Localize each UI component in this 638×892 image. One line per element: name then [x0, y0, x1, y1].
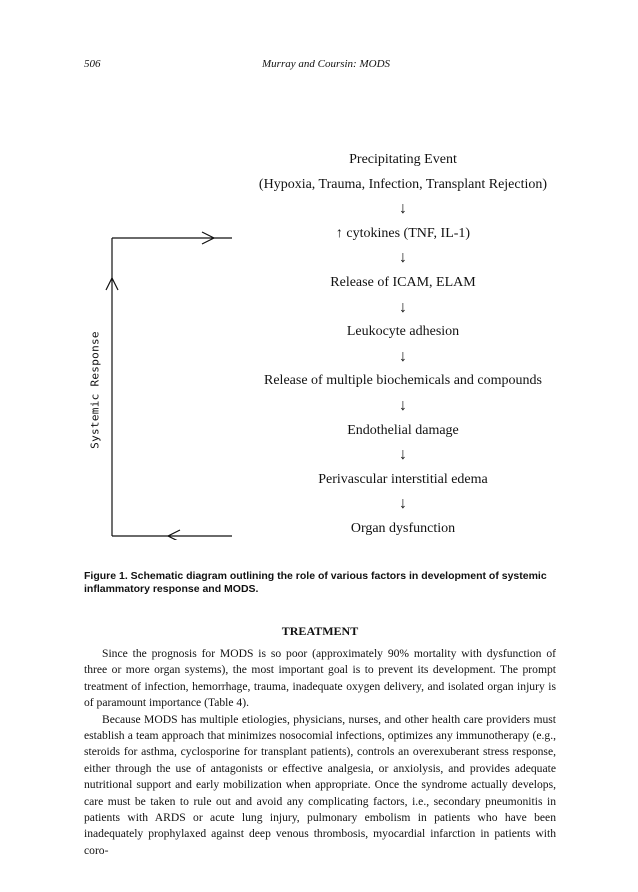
down-arrow-icon: ↓ [399, 347, 407, 365]
running-title: Murray and Coursin: MODS [262, 58, 391, 70]
paragraph: Since the prognosis for MODS is so poor (approximately 90% mortality with dysfunction of three or more organ systems), the most important goal is to prevent its development. The prompt treatment of infection, hemorrhage, trauma, inadequate oxygen delivery, and isolated organ injury is of paramount importance (Table 4). [84, 647, 556, 710]
paragraph: Because MODS has multiple etiologies, physicians, nurses, and other health care providers must establish a team approach that minimizes nosocomial infections, optimizes any immunotherapy (e.g., steroids for asthma, cyclosporine for transplant patients), controls an overexuberant stress response, either through the use of antagonists or effective analgesia, or anxiolysis, and provides adequate nutritional support and early mobilization when appropriate. Once the syndrome actually develops, care must be taken to rule out and avoid any complicating factors, i.e., secondary pneumonitis in patients with ARDS or acute lung injury, pulmonary embolism in patients who have been inadequately prophylaxed against deep venous thrombosis, myocardial infarction in patients with coro- [84, 712, 556, 857]
flow-diagram [240, 148, 566, 542]
loop-bottom-arrowhead [168, 530, 180, 540]
down-arrow-icon: ↓ [399, 446, 407, 464]
flow-step: (Hypoxia, Trauma, Infection, Transplant Rejection) [258, 176, 548, 192]
section-heading: TREATMENT [281, 624, 359, 638]
down-arrow-icon: ↓ [399, 200, 407, 218]
flow-step: Release of multiple biochemicals and compounds [264, 373, 542, 389]
down-arrow-icon: ↓ [399, 249, 407, 267]
down-arrow-icon: ↓ [399, 495, 407, 513]
down-arrow-icon: ↓ [399, 298, 407, 316]
figure-caption: Figure 1. Schematic diagram outlining the role of various factors in development of systemic inflammatory response and MODS. [84, 570, 547, 595]
feedback-loop [90, 228, 240, 540]
flow-step: Release of ICAM, ELAM [330, 274, 476, 290]
systemic-response-label: Systemic Response [88, 331, 102, 449]
page-number: 506 [84, 58, 101, 70]
flow-step: ↑ cytokines (TNF, IL-1) [335, 225, 471, 241]
flow-step: Precipitating Event [349, 152, 457, 167]
flow-step: Leukocyte adhesion [346, 324, 460, 340]
down-arrow-icon: ↓ [399, 396, 407, 414]
flow-step: Organ dysfunction [350, 520, 456, 536]
flow-step: Endothelial damage [347, 422, 459, 438]
body-text [84, 646, 556, 859]
flow-step: Perivascular interstitial edema [318, 471, 488, 487]
